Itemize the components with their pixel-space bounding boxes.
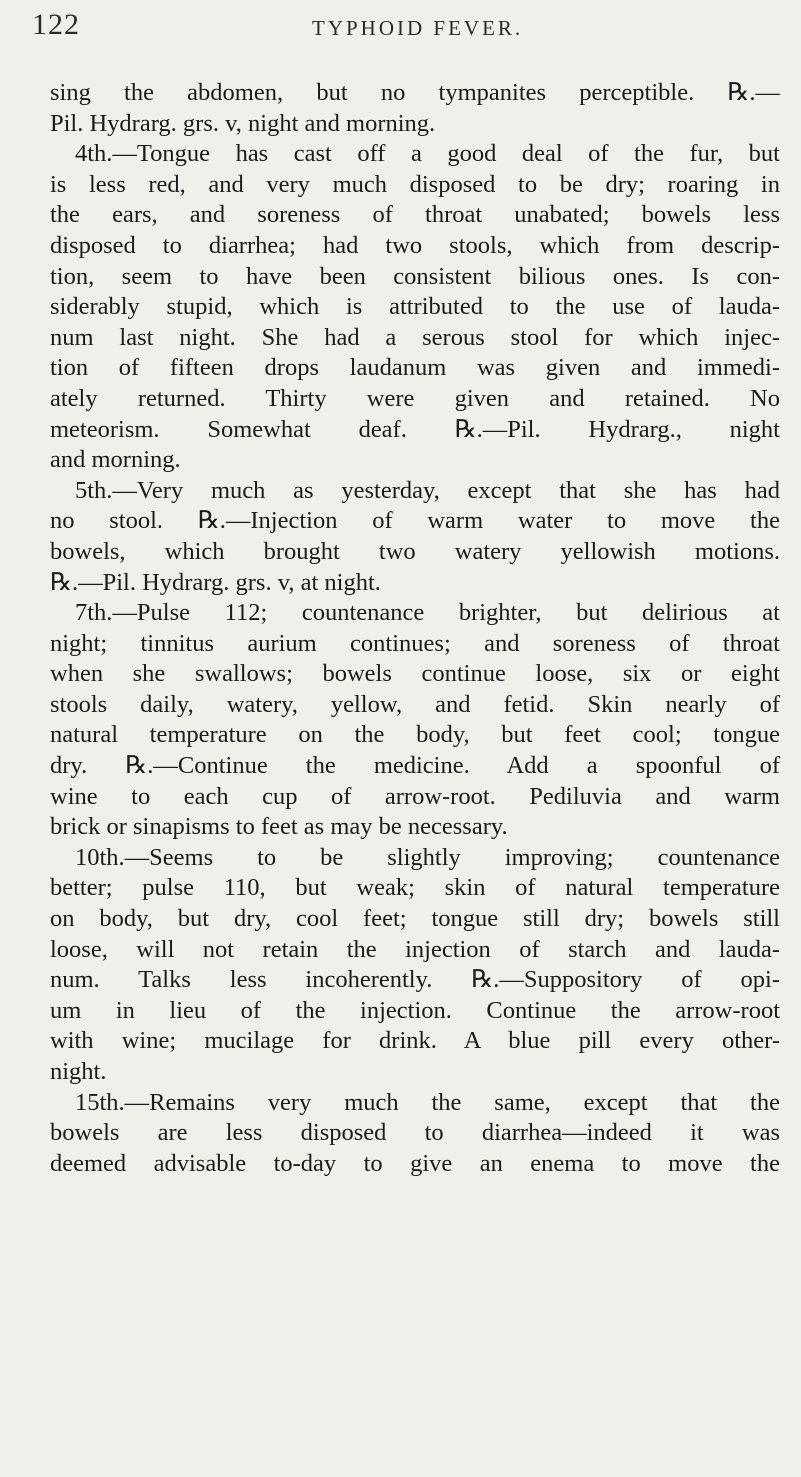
text-line: num. Talks less incoherently. ℞.—Suppository of opi- — [50, 966, 780, 994]
running-head — [32, 0, 792, 60]
text-line: 5th.—Very much as yesterday, except that she has had — [75, 476, 780, 504]
text-line: tion of fifteen drops laudanum was given and immedi- — [50, 354, 780, 382]
page-number: 122 — [32, 8, 80, 41]
text-line: night. — [50, 1058, 107, 1085]
text-line: brick or sinapisms to feet as may be necessary. — [50, 813, 508, 841]
text-line: deemed advisable to-day to give an enema to move the — [50, 1149, 780, 1177]
text-line: natural temperature on the body, but feet cool; tongue — [50, 721, 780, 749]
body-text — [50, 78, 780, 1179]
text-line: bowels, which brought two watery yellowish motions. — [50, 537, 780, 565]
text-line: the ears, and soreness of throat unabated; bowels less — [50, 201, 780, 229]
text-line: 15th.—Remains very much the same, except that the — [75, 1088, 780, 1116]
text-line: with wine; mucilage for drink. A blue pill every other- — [50, 1027, 780, 1055]
text-line: wine to each cup of arrow-root. Pediluvia and warm — [50, 782, 780, 810]
text-line: dry. ℞.—Continue the medicine. Add a spoonful of — [50, 752, 780, 780]
text-line: on body, but dry, cool feet; tongue still dry; bowels still — [50, 905, 780, 933]
text-line: disposed to diarrhea; had two stools, which from descrip- — [50, 231, 780, 259]
text-line: siderably stupid, which is attributed to the use of lauda- — [50, 293, 780, 321]
text-line: sing the abdomen, but no tympanites perceptible. ℞.— — [50, 79, 780, 106]
text-line: 10th.—Seems to be slightly improving; countenance — [75, 843, 780, 871]
text-line: night; tinnitus aurium continues; and soreness of throat — [50, 629, 780, 657]
text-line: 4th.—Tongue has cast off a good deal of the fur, but — [75, 140, 780, 168]
text-line: no stool. ℞.—Injection of warm water to move the — [50, 507, 780, 535]
running-title: TYPHOID FEVER. — [312, 16, 524, 40]
text-line: is less red, and very much disposed to be dry; roaring in — [50, 170, 780, 198]
text-line: ℞.—Pil. Hydrarg. grs. v, at night. — [50, 568, 381, 596]
text-line: ately returned. Thirty were given and retained. No — [50, 384, 780, 412]
text-line: tion, seem to have been consistent bilious ones. Is con- — [50, 262, 780, 290]
text-line: better; pulse 110, but weak; skin of natural temperature — [50, 874, 780, 902]
text-line: 7th.—Pulse 112; countenance brighter, but delirious at — [75, 599, 780, 627]
text-line: stools daily, watery, yellow, and fetid. Skin nearly of — [50, 690, 780, 718]
text-line: Pil. Hydrarg. grs. v, night and morning. — [50, 109, 436, 137]
text-line: meteorism. Somewhat deaf. ℞.—Pil. Hydrarg., night — [50, 415, 780, 443]
text-line: num last night. She had a serous stool for which injec- — [50, 323, 780, 351]
text-line: loose, will not retain the injection of starch and lauda- — [50, 935, 780, 963]
text-line: and morning. — [50, 446, 181, 474]
text-line: um in lieu of the injection. Continue the arrow-root — [50, 996, 780, 1024]
text-line: when she swallows; bowels continue loose, six or eight — [50, 660, 780, 688]
text-line: bowels are less disposed to diarrhea—indeed it was — [50, 1119, 780, 1147]
